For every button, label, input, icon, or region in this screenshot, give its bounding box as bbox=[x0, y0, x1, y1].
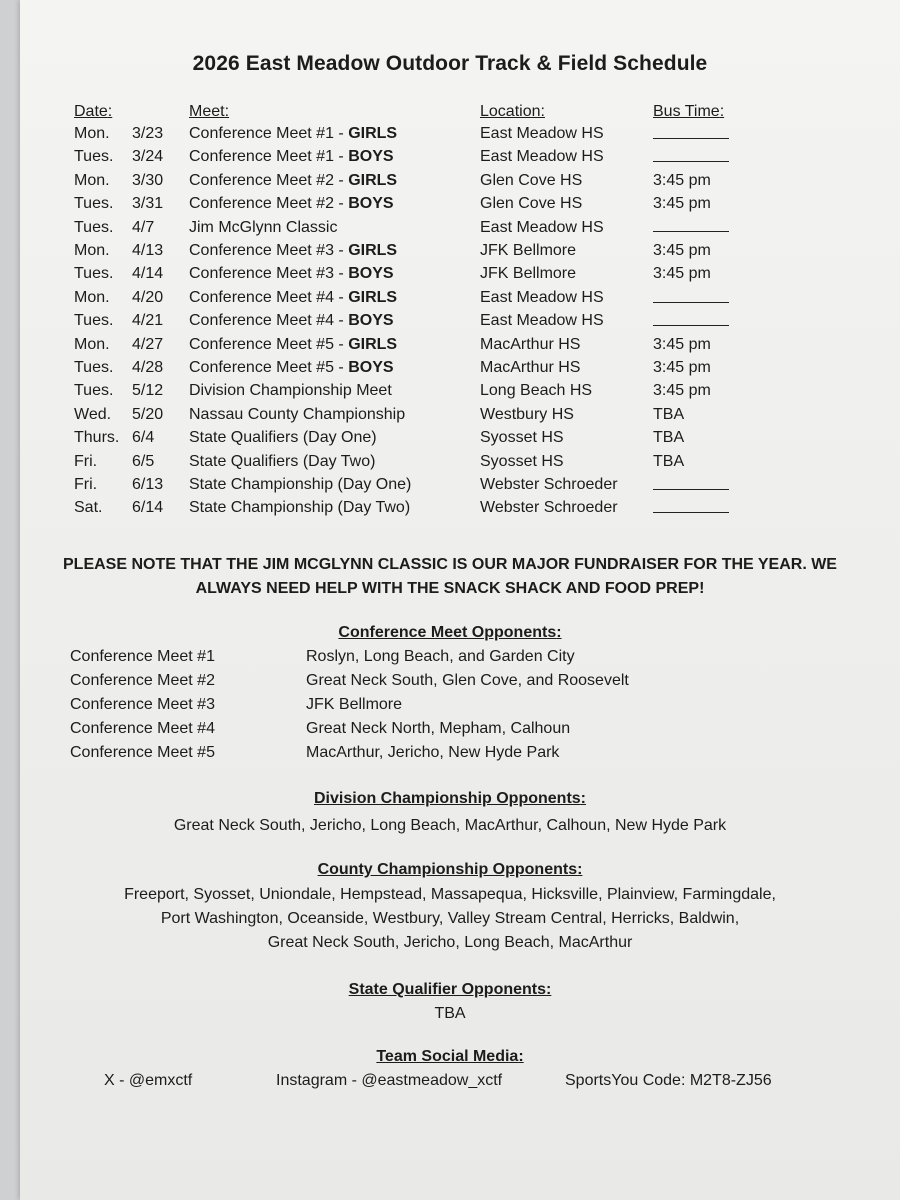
meet-location: MacArthur HS bbox=[480, 335, 581, 353]
meet-name-text: Jim McGlynn Classic bbox=[189, 218, 338, 236]
county-opponents-line-1: Freeport, Syosset, Uniondale, Hempstead, Massapequa, Hicksville, Plainview, Farmingdale, bbox=[124, 886, 776, 903]
fundraiser-note: PLEASE NOTE THAT THE JIM MCGLYNN CLASSIC IS OUR MAJOR FUNDRAISER FOR THE YEAR. WE ALWAYS NEED HELP WITH THE SNACK SHACK AND FOOD PREP! bbox=[63, 556, 837, 597]
bus-time: 3:45 pm bbox=[653, 242, 711, 259]
conference-meet-teams: MacArthur, Jericho, New Hyde Park bbox=[306, 744, 560, 761]
meet-gender: BOYS bbox=[348, 195, 394, 213]
schedule-row bbox=[0, 499, 900, 522]
bus-time: 3:45 pm bbox=[653, 335, 711, 353]
meet-gender: BOYS bbox=[348, 265, 394, 283]
bus-time: TBA bbox=[653, 452, 685, 470]
bus-time: TBA bbox=[653, 405, 685, 423]
meet-name-text: Division Championship Meet bbox=[189, 382, 392, 400]
division-opponents-text: Great Neck South, Jericho, Long Beach, MacArthur, Calhoun, New Hyde Park bbox=[173, 817, 727, 834]
meet-date: 3/31 bbox=[132, 195, 164, 213]
meet-name-text: Conference Meet #4 - bbox=[189, 312, 349, 330]
meet-date: 5/12 bbox=[132, 382, 164, 400]
header-meet: Meet: bbox=[189, 103, 230, 120]
conference-opponents-title: Conference Meet Opponents: bbox=[338, 624, 562, 641]
conference-meet-label: Conference Meet #2 bbox=[70, 672, 215, 689]
meet-location: Syosset HS bbox=[480, 429, 564, 447]
state-qualifier-opponents-title: State Qualifier Opponents: bbox=[348, 981, 552, 998]
schedule-row bbox=[0, 476, 900, 499]
meet-day: Tues. bbox=[74, 312, 114, 330]
schedule-row bbox=[0, 289, 900, 312]
meet-date: 3/23 bbox=[132, 125, 164, 142]
meet-location: East Meadow HS bbox=[480, 288, 604, 306]
meet-date: 4/28 bbox=[132, 359, 164, 376]
meet-name bbox=[189, 219, 337, 237]
meet-name bbox=[189, 429, 377, 447]
meet-location: JFK Bellmore bbox=[480, 265, 577, 283]
bus-time-blank-line bbox=[653, 476, 729, 494]
meet-name-text: State Qualifiers (Day One) bbox=[189, 429, 377, 447]
bus-time-blank-line bbox=[653, 312, 729, 330]
conference-meet-teams: Great Neck North, Mepham, Calhoun bbox=[306, 720, 571, 737]
meet-name bbox=[189, 242, 397, 260]
meet-day: Sat. bbox=[74, 499, 103, 517]
bus-time-blank-line bbox=[653, 499, 729, 517]
meet-name bbox=[189, 289, 397, 307]
meet-location: East Meadow HS bbox=[480, 125, 604, 142]
meet-location: Webster Schroeder bbox=[480, 476, 618, 493]
meet-name-text: Nassau County Championship bbox=[189, 405, 406, 423]
meet-name bbox=[189, 406, 405, 424]
meet-date: 6/14 bbox=[132, 499, 164, 517]
county-opponents-title: County Championship Opponents: bbox=[317, 861, 583, 878]
meet-name-text: Conference Meet #3 - bbox=[189, 265, 349, 283]
meet-day: Tues. bbox=[74, 265, 114, 283]
meet-gender: GIRLS bbox=[348, 125, 398, 142]
meet-name bbox=[189, 125, 397, 143]
meet-gender: BOYS bbox=[348, 312, 394, 330]
meet-date: 4/20 bbox=[132, 288, 164, 306]
meet-name-text: Conference Meet #4 - bbox=[189, 288, 349, 306]
meet-location: East Meadow HS bbox=[480, 312, 604, 330]
meet-day: Mon. bbox=[74, 242, 110, 259]
bus-time-blank-line bbox=[653, 289, 729, 307]
schedule-row bbox=[0, 406, 900, 429]
meet-date: 6/4 bbox=[132, 429, 155, 447]
bus-time-blank-line bbox=[653, 148, 729, 166]
county-opponents-line-3: Great Neck South, Jericho, Long Beach, MacArthur bbox=[267, 934, 633, 951]
meet-date: 3/30 bbox=[132, 171, 164, 189]
social-instagram: Instagram - @eastmeadow_xctf bbox=[276, 1072, 503, 1089]
meet-date: 3/24 bbox=[132, 148, 164, 166]
meet-day: Mon. bbox=[74, 335, 110, 353]
meet-gender: BOYS bbox=[348, 359, 394, 376]
conference-meet-teams: JFK Bellmore bbox=[306, 696, 403, 713]
bus-time-blank-line bbox=[653, 125, 729, 143]
conference-meet-label: Conference Meet #5 bbox=[70, 744, 215, 761]
conference-meet-label: Conference Meet #1 bbox=[70, 648, 215, 665]
division-opponents-title: Division Championship Opponents: bbox=[314, 790, 586, 807]
header-date: Date: bbox=[74, 103, 113, 120]
schedule-row bbox=[0, 359, 900, 382]
meet-date: 4/27 bbox=[132, 335, 164, 353]
meet-day: Tues. bbox=[74, 382, 114, 400]
schedule-row bbox=[0, 312, 900, 335]
meet-location: East Meadow HS bbox=[480, 218, 604, 236]
meet-date: 4/21 bbox=[132, 312, 164, 330]
meet-day: Mon. bbox=[74, 125, 110, 142]
schedule-row bbox=[0, 453, 900, 476]
meet-name-text: State Championship (Day One) bbox=[189, 476, 412, 493]
meet-name bbox=[189, 148, 394, 166]
meet-name-text: Conference Meet #1 - bbox=[189, 148, 349, 166]
meet-day: Tues. bbox=[74, 218, 114, 236]
meet-date: 5/20 bbox=[132, 405, 164, 423]
meet-name-text: State Qualifiers (Day Two) bbox=[189, 452, 376, 470]
bus-time: 3:45 pm bbox=[653, 382, 711, 400]
meet-location: East Meadow HS bbox=[480, 148, 604, 166]
meet-name bbox=[189, 265, 394, 283]
meet-day: Tues. bbox=[74, 195, 114, 213]
meet-name bbox=[189, 382, 392, 400]
social-media-title: Team Social Media: bbox=[376, 1048, 524, 1065]
county-opponents-line-2: Port Washington, Oceanside, Westbury, Valley Stream Central, Herricks, Baldwin, bbox=[160, 910, 740, 927]
state-qualifier-opponents-text: TBA bbox=[434, 1005, 466, 1022]
meet-day: Tues. bbox=[74, 359, 114, 376]
conference-meet-teams: Great Neck South, Glen Cove, and Roosevelt bbox=[306, 672, 629, 689]
conference-meet-teams: Roslyn, Long Beach, and Garden City bbox=[306, 648, 575, 665]
meet-day: Wed. bbox=[74, 405, 112, 423]
meet-location: Long Beach HS bbox=[480, 382, 593, 400]
meet-location: Webster Schroeder bbox=[480, 499, 618, 517]
social-x: X - @emxctf bbox=[104, 1072, 193, 1089]
meet-day: Mon. bbox=[74, 288, 110, 306]
bus-time: 3:45 pm bbox=[653, 359, 711, 376]
meet-name bbox=[189, 312, 394, 330]
meet-day: Fri. bbox=[74, 452, 98, 470]
conference-meet-label: Conference Meet #3 bbox=[70, 696, 215, 713]
page-title: 2026 East Meadow Outdoor Track & Field Schedule bbox=[192, 52, 708, 75]
bus-time: 3:45 pm bbox=[653, 171, 711, 189]
meet-name-text: Conference Meet #5 - bbox=[189, 335, 349, 353]
meet-name-text: Conference Meet #3 - bbox=[189, 242, 349, 259]
meet-name bbox=[189, 195, 394, 213]
schedule-row bbox=[0, 382, 900, 405]
meet-location: Westbury HS bbox=[480, 405, 574, 423]
meet-day: Mon. bbox=[74, 171, 110, 189]
meet-gender: GIRLS bbox=[348, 171, 398, 189]
meet-date: 6/13 bbox=[132, 476, 164, 493]
schedule-row bbox=[0, 219, 900, 242]
conference-meet-label: Conference Meet #4 bbox=[70, 720, 215, 737]
meet-name bbox=[189, 499, 410, 517]
meet-date: 4/14 bbox=[132, 265, 164, 283]
bus-time: 3:45 pm bbox=[653, 195, 711, 213]
schedule-row bbox=[0, 148, 900, 171]
meet-name bbox=[189, 359, 394, 377]
social-sportsyou: SportsYou Code: M2T8-ZJ56 bbox=[565, 1072, 772, 1089]
schedule-row bbox=[0, 265, 900, 288]
schedule-row bbox=[0, 195, 900, 218]
bus-time: 3:45 pm bbox=[653, 265, 711, 283]
meet-location: Syosset HS bbox=[480, 452, 564, 470]
meet-name bbox=[189, 453, 375, 471]
meet-location: MacArthur HS bbox=[480, 359, 581, 376]
meet-day: Tues. bbox=[74, 148, 114, 166]
schedule-row bbox=[0, 172, 900, 195]
meet-gender: GIRLS bbox=[348, 242, 398, 259]
header-location: Location: bbox=[480, 103, 545, 120]
meet-gender: BOYS bbox=[348, 148, 394, 166]
meet-location: Glen Cove HS bbox=[480, 195, 583, 213]
meet-name bbox=[189, 336, 397, 354]
schedule-row bbox=[0, 429, 900, 452]
meet-date: 4/13 bbox=[132, 242, 164, 259]
schedule-row bbox=[0, 336, 900, 359]
schedule-row bbox=[0, 125, 900, 148]
bus-time: TBA bbox=[653, 429, 685, 447]
meet-name-text: Conference Meet #2 - bbox=[189, 195, 349, 213]
meet-name-text: Conference Meet #5 - bbox=[189, 359, 349, 376]
header-bus-time: Bus Time: bbox=[653, 103, 725, 120]
meet-location: JFK Bellmore bbox=[480, 242, 577, 259]
meet-name-text: Conference Meet #1 - bbox=[189, 125, 349, 142]
meet-date: 4/7 bbox=[132, 218, 155, 236]
meet-name-text: Conference Meet #2 - bbox=[189, 171, 349, 189]
meet-name bbox=[189, 476, 411, 494]
bus-time-blank-line bbox=[653, 219, 729, 237]
meet-location: Glen Cove HS bbox=[480, 171, 583, 189]
meet-gender: GIRLS bbox=[348, 288, 398, 306]
meet-name bbox=[189, 172, 397, 190]
schedule-row bbox=[0, 242, 900, 265]
meet-gender: GIRLS bbox=[348, 335, 398, 353]
meet-date: 6/5 bbox=[132, 452, 155, 470]
meet-name-text: State Championship (Day Two) bbox=[189, 499, 411, 517]
meet-day: Fri. bbox=[74, 476, 98, 493]
meet-day: Thurs. bbox=[74, 429, 120, 447]
